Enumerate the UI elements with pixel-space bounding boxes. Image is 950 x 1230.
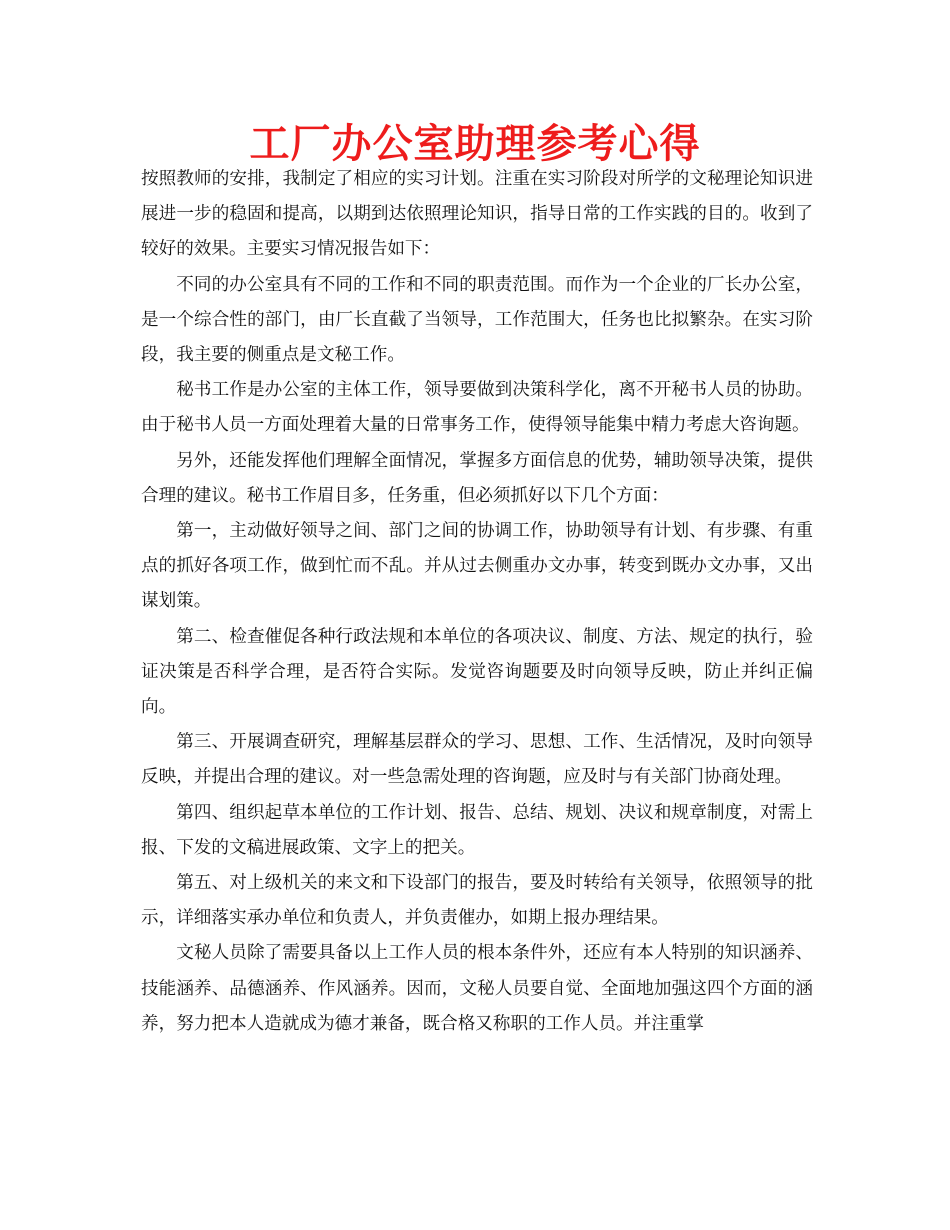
- document-title: 工厂办公室助理参考心得: [249, 121, 701, 167]
- paragraph-1: 按照教师的安排，我制定了相应的实习计划。注重在实习阶段对所学的文秘理论知识进展进一步的稳固和提高，以期到达依照理论知识，指导日常的工作实践的目的。收到了较好的效果。主要实习情况报告如下：: [141, 169, 813, 260]
- paragraph-6: 第二、检查催促各种行政法规和本单位的各项决议、制度、方法、规定的执行，验证决策是否科学合理，是否符合实际。发觉咨询题要及时向领导反映，防止并纠正偏向。: [141, 626, 813, 718]
- paragraph-8: 第四、组织起草本单位的工作计划、报告、总结、规划、决议和规章制度，对需上报、下发的文稿进展政策、文字上的把关。: [141, 802, 813, 858]
- document-body: [141, 162, 813, 1042]
- paragraph-5: 第一，主动做好领导之间、部门之间的协调工作，协助领导有计划、有步骤、有重点的抓好各项工作，做到忙而不乱。并从过去侧重办文办事，转变到既办文办事，又出谋划策。: [141, 521, 813, 612]
- paragraph-3: 秘书工作是办公室的主体工作，领导要做到决策科学化，离不开秘书人员的协助。由于秘书人员一方面处理着大量的日常事务工作，使得领导能集中精力考虑大咨询题。: [141, 380, 813, 436]
- paragraph-4: 另外，还能发挥他们理解全面情况，掌握多方面信息的优势，辅助领导决策，提供合理的建议。秘书工作眉目多，任务重，但必须抓好以下几个方面：: [141, 450, 813, 506]
- paragraph-2: 不同的办公室具有不同的工作和不同的职责范围。而作为一个企业的厂长办公室，是一个综合性的部门，由厂长直截了当领导，工作范围大，任务也比拟繁杂。在实习阶段，我主要的侧重点是文秘工作。: [141, 274, 813, 366]
- paragraph-9: 第五、对上级机关的来文和下设部门的报告，要及时转给有关领导，依照领导的批示，详细落实承办单位和负责人，并负责催办，如期上报办理结果。: [141, 873, 813, 929]
- paragraph-7: 第三、开展调查研究，理解基层群众的学习、思想、工作、生活情况，及时向领导反映，并提出合理的建议。对一些急需处理的咨询题，应及时与有关部门协商处理。: [141, 732, 813, 788]
- paragraph-10: 文秘人员除了需要具备以上工作人员的根本条件外，还应有本人特别的知识涵养、技能涵养、品德涵养、作风涵养。因而，文秘人员要自觉、全面地加强这四个方面的涵养，努力把本人造就成为德才兼备，既合格又称职的工作人员。并注重掌: [141, 943, 813, 1034]
